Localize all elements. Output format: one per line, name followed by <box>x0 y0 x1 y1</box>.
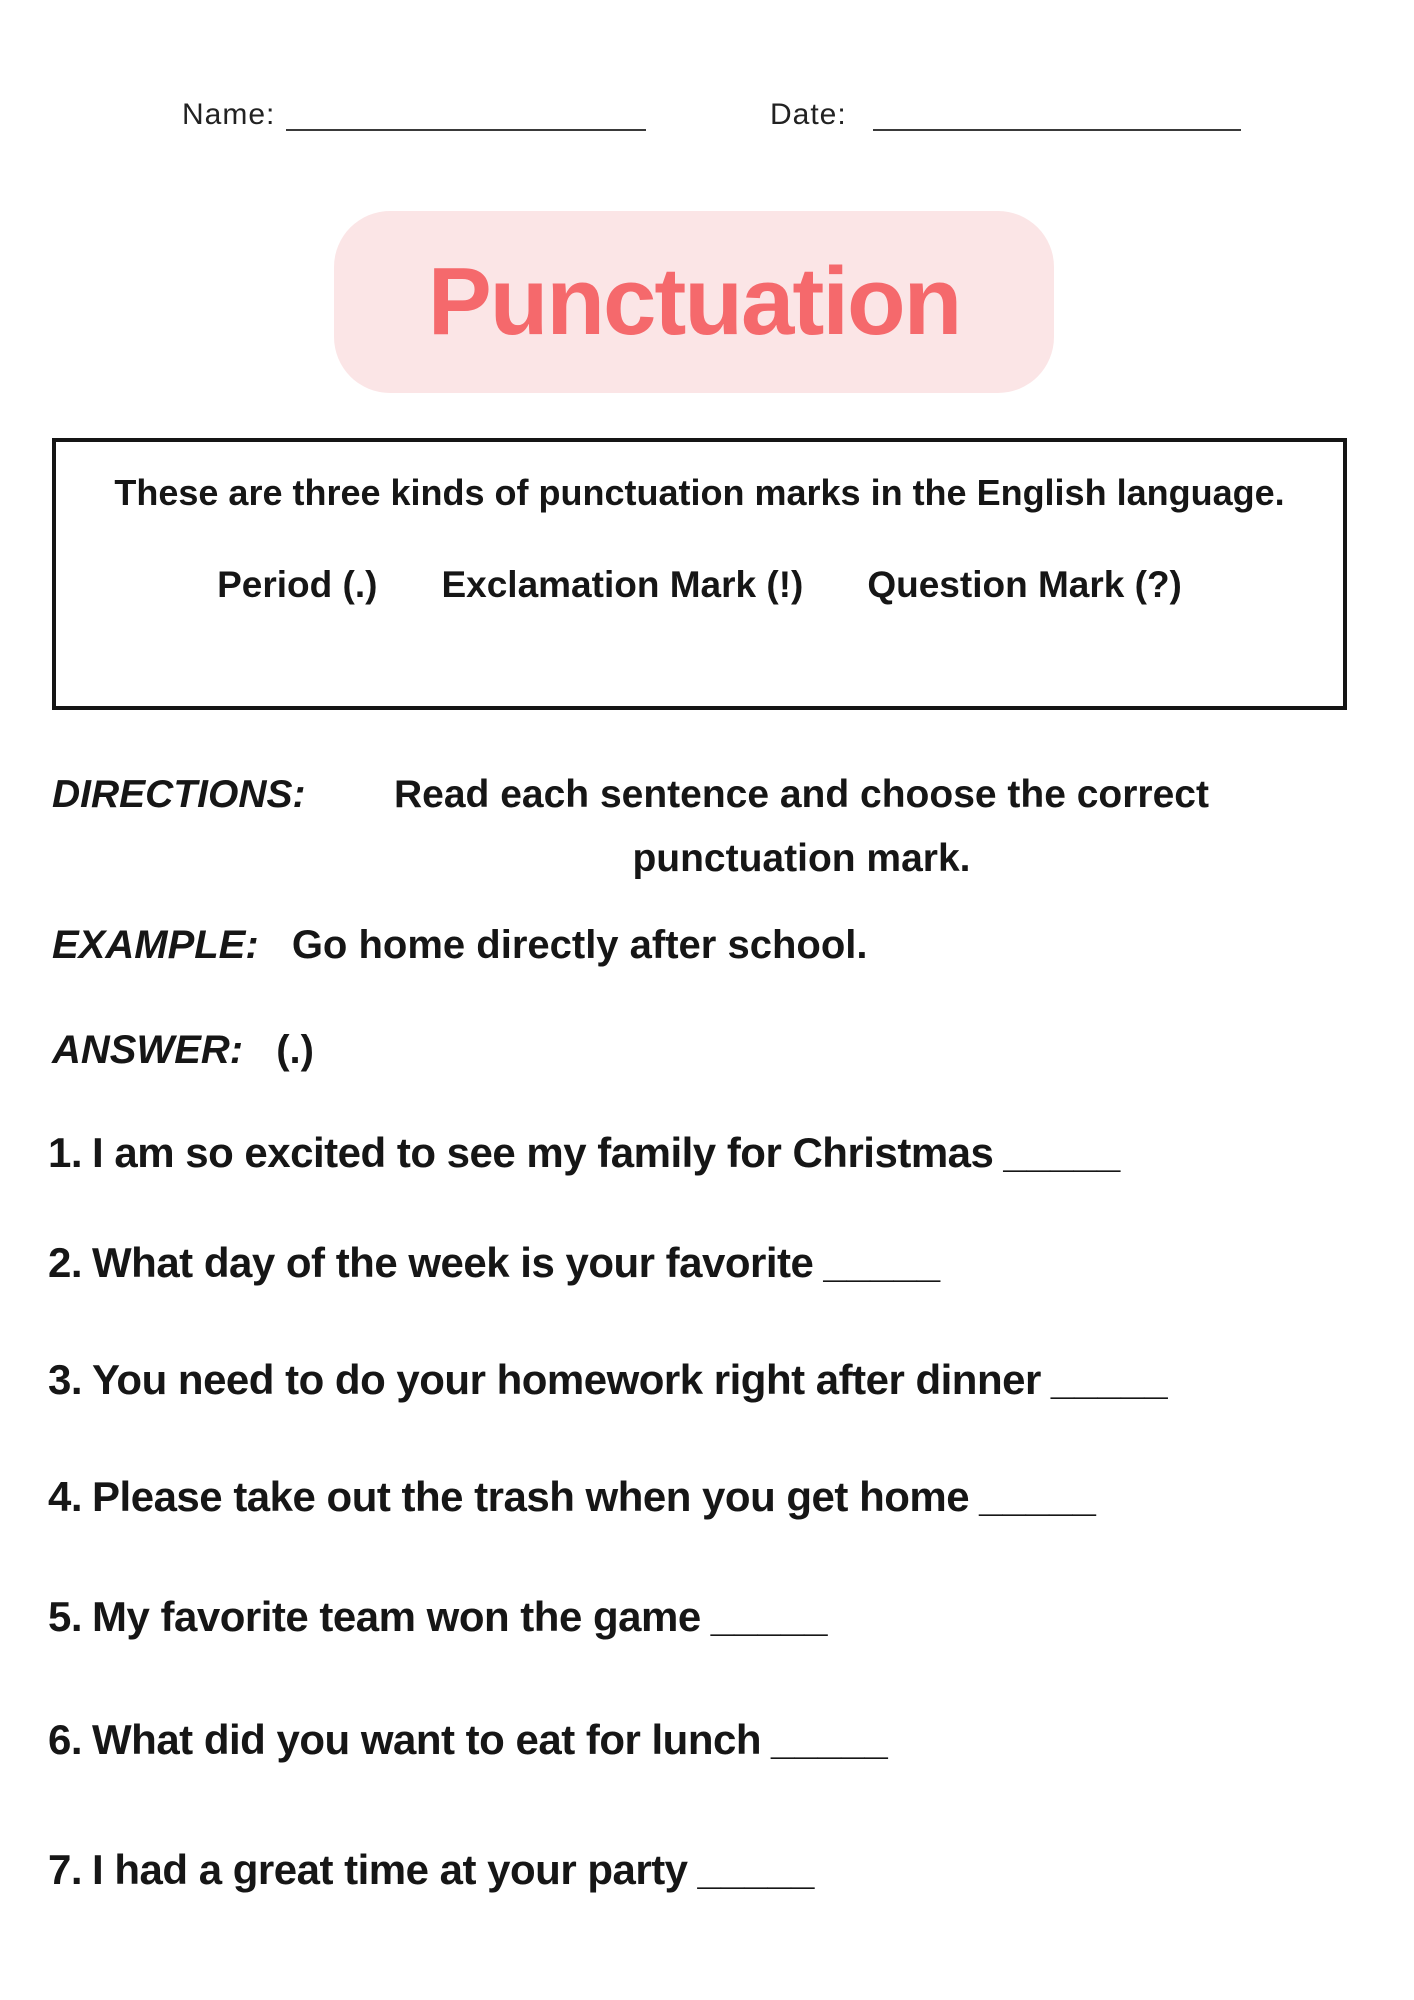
question-text: What did you want to eat for lunch <box>92 1716 761 1763</box>
example-label: EXAMPLE: <box>52 923 259 967</box>
mark-period: Period (.) <box>217 564 378 605</box>
date-write-line <box>873 129 1241 131</box>
question-number: 6. <box>48 1716 83 1763</box>
directions-label: DIRECTIONS: <box>52 773 306 816</box>
question-text: I am so excited to see my family for Christmas <box>92 1129 994 1176</box>
question-text: You need to do your homework right after dinner <box>92 1356 1041 1403</box>
question-text: Please take out the trash when you get home <box>92 1473 970 1520</box>
directions-row <box>52 763 1347 891</box>
question-number: 7. <box>48 1846 83 1893</box>
date-label: Date: <box>770 98 847 131</box>
example-row <box>52 919 868 971</box>
answer-blank: _____ <box>771 1716 888 1763</box>
name-label: Name: <box>182 98 276 131</box>
question-number: 5. <box>48 1593 83 1640</box>
answer-blank: _____ <box>1050 1356 1168 1403</box>
punctuation-marks-row <box>56 564 1343 606</box>
question-number: 2. <box>48 1239 83 1286</box>
question-row-3 <box>48 1354 1168 1406</box>
question-row-7 <box>48 1844 814 1896</box>
answer-blank: _____ <box>710 1593 828 1640</box>
answer-blank: _____ <box>823 1239 941 1286</box>
question-text: What day of the week is your favorite <box>92 1239 814 1286</box>
title-badge <box>334 211 1054 393</box>
answer-blank: _____ <box>1003 1129 1121 1176</box>
answer-text: (.) <box>276 1028 314 1072</box>
question-number: 3. <box>48 1356 83 1403</box>
question-number: 1. <box>48 1129 83 1176</box>
info-intro-text: These are three kinds of punctuation marks in the English language. <box>114 472 1285 513</box>
info-box <box>52 438 1347 710</box>
question-text: I had a great time at your party <box>92 1846 688 1893</box>
mark-question: Question Mark (?) <box>867 564 1182 605</box>
answer-blank: _____ <box>979 1473 1096 1520</box>
answer-row <box>52 1024 314 1076</box>
name-write-line <box>286 129 646 131</box>
question-row-4 <box>48 1471 1096 1523</box>
question-text: My favorite team won the game <box>92 1593 701 1640</box>
mark-exclamation: Exclamation Mark (!) <box>441 564 804 605</box>
question-row-5 <box>48 1591 827 1643</box>
example-text: Go home directly after school. <box>291 923 868 967</box>
answer-label: ANSWER: <box>52 1028 244 1072</box>
question-number: 4. <box>48 1473 83 1520</box>
question-row-1 <box>48 1127 1120 1179</box>
question-row-6 <box>48 1714 888 1766</box>
page-title: Punctuation <box>427 248 961 355</box>
answer-blank: _____ <box>697 1846 815 1893</box>
question-row-2 <box>48 1237 940 1289</box>
directions-text: Read each sentence and choose the correct punctuation mark. <box>394 773 1209 880</box>
